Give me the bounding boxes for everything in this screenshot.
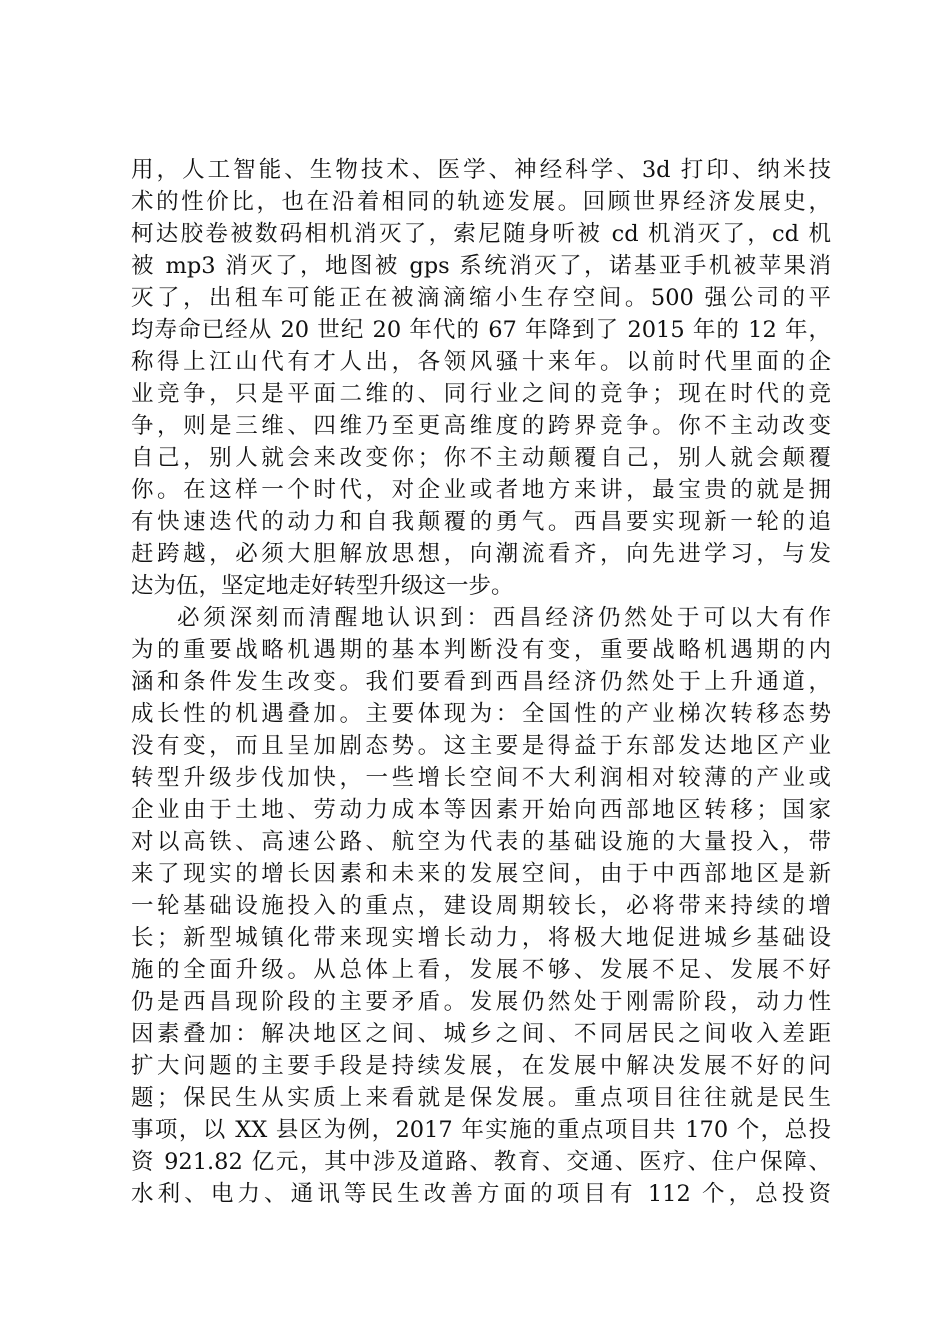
text-line: 事项，以 XX 县区为例，2017 年实施的重点项目共 170 个，总投 bbox=[131, 1117, 831, 1143]
text-line: 仍是西昌现阶段的主要矛盾。发展仍然处于刚需阶段，动力性 bbox=[131, 989, 831, 1015]
text-line: 术的性价比，也在沿着相同的轨迹发展。回顾世界经济发展史， bbox=[131, 189, 831, 215]
text-line: 争，则是三维、四维乃至更高维度的跨界竞争。你不主动改变 bbox=[131, 413, 831, 439]
text-line: 有快速迭代的动力和自我颠覆的勇气。西昌要实现新一轮的追 bbox=[131, 509, 831, 535]
text-line: 长；新型城镇化带来现实增长动力，将极大地促进城乡基础设 bbox=[131, 925, 831, 951]
text-line: 你。在这样一个时代，对企业或者地方来讲，最宝贵的就是拥 bbox=[131, 477, 831, 503]
text-line: 扩大问题的主要手段是持续发展，在发展中解决发展不好的问 bbox=[131, 1053, 831, 1079]
text-line: 称得上江山代有才人出，各领风骚十来年。以前时代里面的企 bbox=[131, 349, 831, 375]
paragraph-2 bbox=[131, 602, 831, 1210]
text-line: 转型升级步伐加快，一些增长空间不大利润相对较薄的产业或 bbox=[131, 765, 831, 791]
text-line: 自己，别人就会来改变你；你不主动颠覆自己，别人就会颠覆 bbox=[131, 445, 831, 471]
text-line: 对以高铁、高速公路、航空为代表的基础设施的大量投入，带 bbox=[131, 829, 831, 855]
text-line: 来了现实的增长因素和未来的发展空间，由于中西部地区是新 bbox=[131, 861, 831, 887]
text-line: 涵和条件发生改变。我们要看到西昌经济仍然处于上升通道， bbox=[131, 669, 831, 695]
text-line: 因素叠加：解决地区之间、城乡之间、不同居民之间收入差距 bbox=[131, 1021, 831, 1047]
text-line: 施的全面升级。从总体上看，发展不够、发展不足、发展不好 bbox=[131, 957, 831, 983]
text-line: 被 mp3 消灭了，地图被 gps 系统消灭了，诺基亚手机被苹果消 bbox=[131, 253, 831, 279]
text-line: 为的重要战略机遇期的基本判断没有变，重要战略机遇期的内 bbox=[131, 637, 831, 663]
text-line: 企业由于土地、劳动力成本等因素开始向西部地区转移；国家 bbox=[131, 797, 831, 823]
text-line: 水利、电力、通讯等民生改善方面的项目有 112 个，总投资 bbox=[131, 1181, 831, 1207]
text-line: 达为伍，坚定地走好转型升级这一步。 bbox=[131, 573, 514, 599]
text-line: 柯达胶卷被数码相机消灭了，索尼随身听被 cd 机消灭了，cd 机 bbox=[131, 221, 831, 247]
text-line: 灭了，出租车可能正在被滴滴缩小生存空间。500 强公司的平 bbox=[131, 285, 831, 311]
text-line: 必须深刻而清醒地认识到：西昌经济仍然处于可以大有作 bbox=[177, 605, 831, 631]
text-line: 用，人工智能、生物技术、医学、神经科学、3d 打印、纳米技 bbox=[131, 157, 831, 183]
text-line: 题；保民生从实质上来看就是保发展。重点项目往往就是民生 bbox=[131, 1085, 831, 1111]
document-body bbox=[131, 154, 831, 1210]
text-line: 一轮基础设施投入的重点，建设周期较长，必将带来持续的增 bbox=[131, 893, 831, 919]
text-line: 赶跨越，必须大胆解放思想，向潮流看齐，向先进学习，与发 bbox=[131, 541, 831, 567]
text-line: 资 921.82 亿元，其中涉及道路、教育、交通、医疗、住户保障、 bbox=[131, 1149, 831, 1175]
text-line: 成长性的机遇叠加。主要体现为：全国性的产业梯次转移态势 bbox=[131, 701, 831, 727]
text-line: 均寿命已经从 20 世纪 20 年代的 67 年降到了 2015 年的 12 年， bbox=[131, 317, 831, 343]
paragraph-1 bbox=[131, 154, 831, 602]
text-line: 业竞争，只是平面二维的、同行业之间的竞争；现在时代的竞 bbox=[131, 381, 831, 407]
text-line: 没有变，而且呈加剧态势。这主要是得益于东部发达地区产业 bbox=[131, 733, 831, 759]
